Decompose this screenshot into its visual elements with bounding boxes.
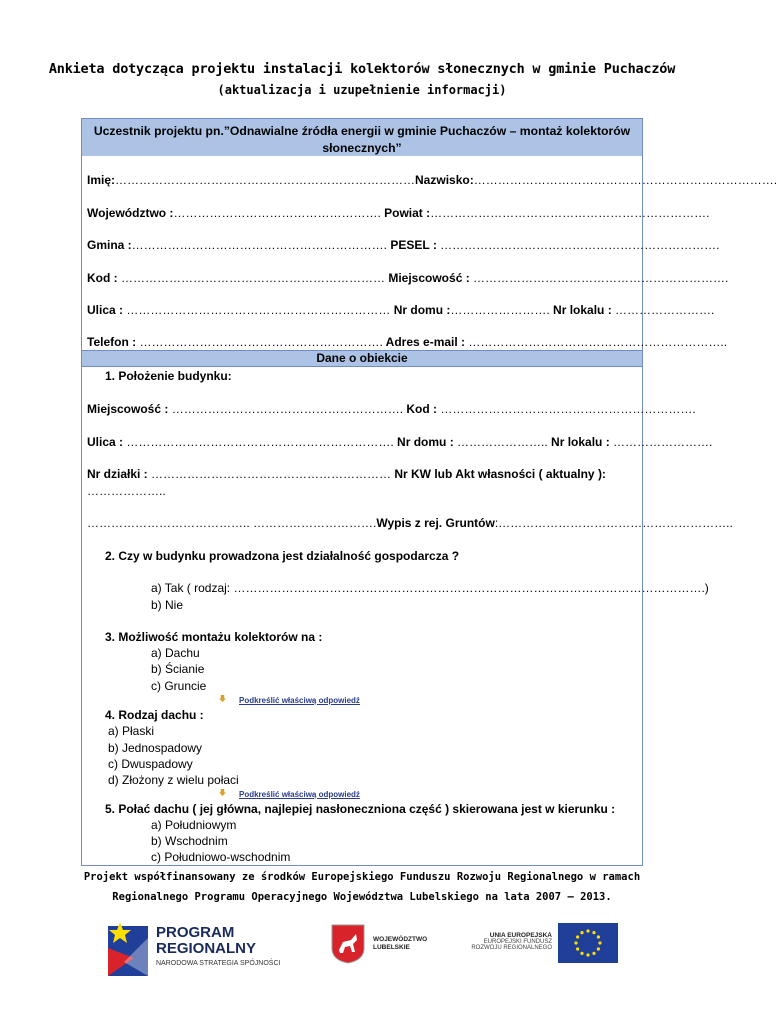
q3-option-c[interactable]: c) Gruncie xyxy=(151,679,207,693)
footer-line-2: Regionalnego Programu Operacyjnego Województwa Lubelskiego na lata 2007 – 2013. xyxy=(112,891,612,903)
label-telefon: Telefon : xyxy=(87,335,140,349)
label-obj-nr-lokalu: Nr lokalu : xyxy=(547,435,614,449)
label-nazwisko: Nazwisko: xyxy=(415,173,474,187)
program-text-2: REGIONALNY xyxy=(156,940,257,957)
label-gmina: Gmina : xyxy=(87,238,132,252)
field-miejscowosc[interactable]: ………………………………………………………. xyxy=(473,271,729,285)
label-kw: Nr KW lub Akt własności ( aktualny ): xyxy=(391,467,606,481)
field-imie[interactable]: ………………………………………………………………… xyxy=(115,173,416,187)
label-nr-lokalu: Nr lokalu : xyxy=(549,303,616,317)
label-ulica: Ulica : xyxy=(87,303,127,317)
row-dzialka xyxy=(87,467,606,481)
field-pesel[interactable]: ……………………………………………………………. xyxy=(436,238,720,252)
field-wojewodztwo[interactable]: ……………………………………………. xyxy=(173,206,381,220)
lubelskie-coat-of-arms-icon xyxy=(331,924,365,964)
row-wojewodztwo xyxy=(87,206,709,220)
field-nr-lokalu[interactable]: ……………………. xyxy=(615,303,715,317)
row-object-ulica xyxy=(87,435,712,449)
participant-header-line2: słonecznych” xyxy=(322,141,402,155)
field-wypis[interactable]: :………………………………………………….. xyxy=(494,516,733,530)
label-imie: Imię: xyxy=(87,173,116,187)
q5-option-c[interactable]: c) Południowo-wschodnim xyxy=(151,850,291,864)
row-name xyxy=(87,173,777,187)
label-dzialka: Nr działki : xyxy=(87,467,152,481)
label-email: Adres e-mail : xyxy=(382,335,469,349)
label-nr-domu: Nr domu : xyxy=(390,303,451,317)
field-obj-ulica[interactable]: …………………………………………………………. xyxy=(126,435,394,449)
question-2: 2. Czy w budynku prowadzona jest działalność gospodarcza ? xyxy=(105,549,460,563)
participant-header-line1: Uczestnik projektu pn.”Odnawialne źródła energii w gminie Puchaczów – montaż kolektorów xyxy=(93,124,631,138)
question-5: 5. Połać dachu ( jej główna, najlepiej nasłoneczniona część ) skierowana jest w kierunku : xyxy=(105,802,616,816)
eu-flag-icon xyxy=(558,923,618,963)
document-subtitle: (aktualizacja i uzupełnienie informacji) xyxy=(217,83,507,97)
ue-text-block xyxy=(462,932,552,962)
q4-option-d[interactable]: d) Złożony z wielu połaci xyxy=(108,773,239,787)
field-obj-kod[interactable]: ………………………………………………………. xyxy=(440,402,696,416)
field-obj-miejscowosc[interactable]: …………………………………………………. xyxy=(171,402,404,416)
program-text-3: NARODOWA STRATEGIA SPÓJNOŚCI xyxy=(156,960,281,967)
q2-option-b[interactable]: b) Nie xyxy=(151,598,184,612)
row-wypis xyxy=(87,516,733,530)
program-text-1: PROGRAM xyxy=(156,924,235,941)
label-wypis: Wypis z rej. Gruntów xyxy=(376,516,495,530)
field-email[interactable]: ……………………………………………………….. xyxy=(468,335,728,349)
label-obj-ulica: Ulica : xyxy=(87,435,127,449)
label-miejscowosc: Miejscowość : xyxy=(385,271,474,285)
field-kod[interactable]: ………………………………………………………… xyxy=(121,271,385,285)
wojewodztwo-lubelskie-logo xyxy=(331,924,441,966)
ue-text-1: UNIA EUROPEJSKA xyxy=(489,932,552,939)
label-obj-kod: Kod : xyxy=(403,402,441,416)
label-wojewodztwo: Województwo : xyxy=(87,206,174,220)
q5-option-b[interactable]: b) Wschodnim xyxy=(151,834,228,848)
label-powiat: Powiat : xyxy=(380,206,431,220)
row-telefon xyxy=(87,335,727,349)
field-nazwisko[interactable]: …………………………………………………………………. xyxy=(473,173,777,187)
row-gmina xyxy=(87,238,719,252)
row-kod xyxy=(87,271,728,285)
document-title: Ankieta dotycząca projektu instalacji kolektorów słonecznych w gminie Puchaczów xyxy=(48,61,676,77)
question-1: 1. Położenie budynku: xyxy=(105,369,232,383)
hint-underline-1: Podkreślić właściwą odpowiedź xyxy=(239,696,360,705)
footer-line-1: Projekt współfinansowany ze środków Europejskiego Funduszu Rozwoju Regionalnego w ramach xyxy=(83,871,641,883)
q3-option-b[interactable]: b) Ścianie xyxy=(151,662,205,676)
woj-text-2: LUBELSKIE xyxy=(373,944,410,951)
label-kod: Kod : xyxy=(87,271,121,285)
ue-text-2: EUROPEJSKI FUNDUSZ xyxy=(483,939,552,945)
label-obj-nr-domu: Nr domu : xyxy=(393,435,458,449)
field-powiat[interactable]: ……………………………………………………………. xyxy=(430,206,710,220)
label-pesel: PESEL : xyxy=(387,238,437,252)
question-4: 4. Rodzaj dachu : xyxy=(105,708,204,722)
q5-option-a[interactable]: a) Południowym xyxy=(151,818,237,832)
question-3: 3. Możliwość montażu kolektorów na : xyxy=(105,630,323,644)
row-ulica xyxy=(87,303,714,317)
q4-option-c[interactable]: c) Dwuspadowy xyxy=(108,757,193,771)
field-ulica[interactable]: ………………………………………………………… xyxy=(126,303,391,317)
q4-option-a[interactable]: a) Płaski xyxy=(108,724,155,738)
object-header: Dane o obiekcie xyxy=(82,350,642,367)
arrow-down-icon xyxy=(219,789,226,796)
program-regionalny-emblem-icon xyxy=(104,918,150,976)
q3-option-a[interactable]: a) Dachu xyxy=(151,646,200,660)
woj-text-1: WOJEWÓDZTWO xyxy=(373,936,428,943)
q2-option-a[interactable]: a) Tak ( rodzaj: ……………………………………………………………………………………………………….) xyxy=(151,581,709,595)
field-dzialka[interactable]: …………………………………………………… xyxy=(151,467,392,481)
field-telefon[interactable]: ……………………………………………………. xyxy=(139,335,383,349)
arrow-down-icon xyxy=(219,695,226,702)
row-kw xyxy=(87,484,166,498)
field-obj-nr-domu[interactable]: ………………….. xyxy=(457,435,548,449)
field-nr-domu[interactable]: ……………………. xyxy=(450,303,550,317)
row-object-miejscowosc xyxy=(87,402,696,416)
program-regionalny-logo xyxy=(104,918,294,976)
field-wypis-pre[interactable]: ………………………………….. …………………………. xyxy=(87,516,377,530)
field-kw[interactable]: ……………….. xyxy=(87,484,166,498)
field-obj-nr-lokalu[interactable]: ……………………. xyxy=(613,435,713,449)
label-obj-miejscowosc: Miejscowość : xyxy=(87,402,172,416)
field-gmina[interactable]: ………………………………………………………. xyxy=(131,238,388,252)
ue-text-3: ROZWOJU REGIONALNEGO xyxy=(471,945,552,951)
participant-header xyxy=(82,119,642,156)
q4-option-b[interactable]: b) Jednospadowy xyxy=(108,741,203,755)
hint-underline-2: Podkreślić właściwą odpowiedź xyxy=(239,790,360,799)
